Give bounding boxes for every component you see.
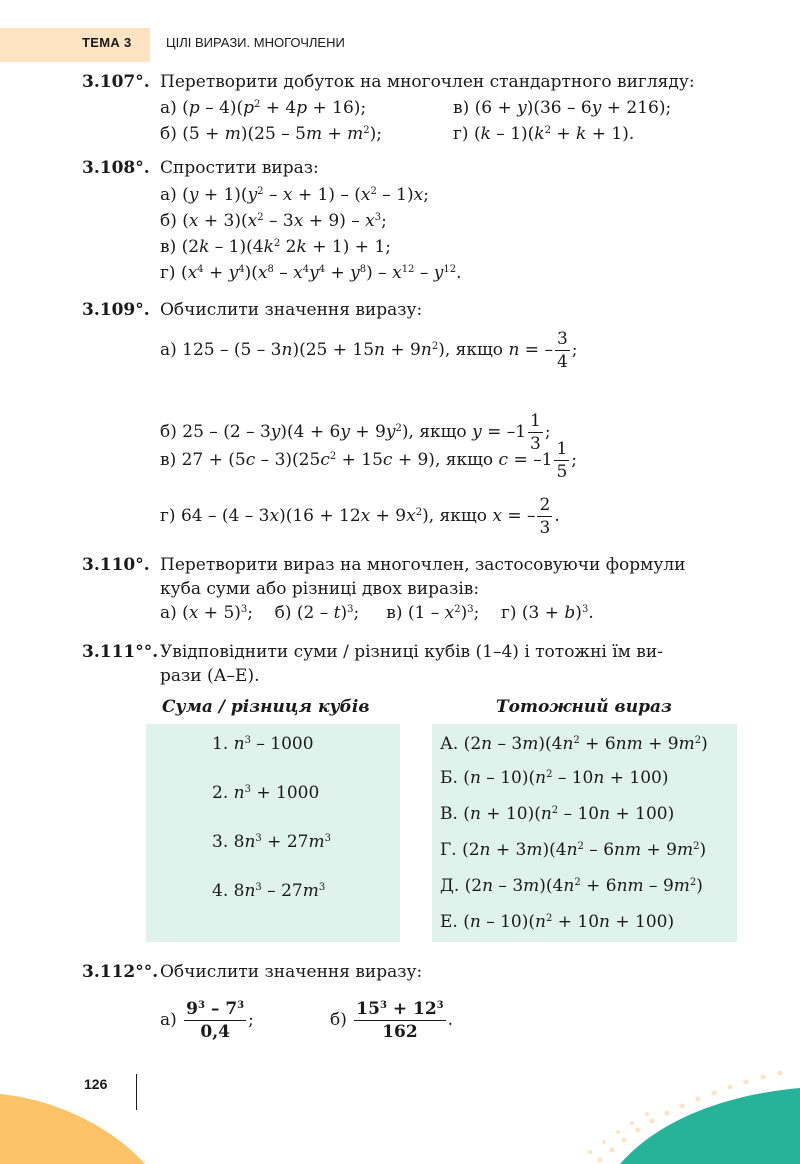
expr-3-107-a: а) $(p - 4)(p^2 + 4p + 16)$; [160,98,367,118]
theme-label: ТЕМА 3 [82,35,132,50]
problem-number-3-111: 3.111°°. [82,642,159,662]
expr-3-107-v: в) (6 + y)(36 – 6y + 216); [453,98,672,118]
expr-3-112-b: б) $\frac{15^3 + 12^3}{162}$ . [330,999,454,1042]
match-right-b: Б. $(n - 10)(n^2 - 10n + 100)$ [440,768,669,788]
table-header-right: Тотожний вираз [496,697,672,717]
match-left-4: 4. $8n^3 - 27m^3$ [212,881,326,901]
match-left-2: 2. $n^3 + 1000$ [212,783,320,803]
expr-3-107-g: г) $(k - 1)(k^2 + k + 1)$. [453,124,635,144]
expr-3-109-a: а) $125 - (5 - 3n)(25 + 15n + 9n^2)$, якщо n = – $\frac{3}{4}$ ; [160,329,578,372]
match-right-v: В. $(n + 10)(n^2 - 10n + 100)$ [440,804,675,824]
expr-3-109-b: б) $25 - (2 - 3y)(4 + 6y + 9y^2)$, якщо y = –1 $\frac{1}{3}$ ; [160,411,551,454]
problem-number-3-109: 3.109°. [82,300,150,320]
match-left-1: 1. $n^3 - 1000$ [212,734,314,754]
problem-text-3-112: Обчислити значення виразу: [160,962,423,982]
corner-orange-shape [0,1080,160,1164]
problem-text-3-107: Перетворити добуток на многочлен стандартного вигляду: [160,72,695,92]
table-header-left: Сума / різниця кубів [162,697,370,717]
expr-3-108-g: г) $(x^4 + y^4)(x^8 - x^4y^4 + y^8) - x^{12} - y^{12}$. [160,263,462,283]
problem-text-3-108: Спростити вираз: [160,158,319,178]
expr-3-112-a: а) $\frac{9^3 - 7^3}{0,4}$ ; [160,999,254,1042]
match-right-e: Е. $(n - 10)(n^2 + 10n + 100)$ [440,912,675,932]
problem-number-3-110: 3.110°. [82,555,150,575]
table-right-column [432,724,737,942]
problem-text-3-110-line2: куба суми або різниці двох виразів: [160,579,480,599]
match-right-d: Д. $(2n - 3m)(4n^2 + 6nm - 9m^2)$ [440,876,703,896]
expr-3-108-v: в) $(2k - 1)(4k^2$ 2k + 1) + 1; [160,237,391,257]
expr-3-108-b: б) $(x + 3)(x^2 - 3x + 9) - x^3$; [160,211,387,231]
expr-3-107-b: б) $(5 + m)(25 - 5m + m^2)$; [160,124,382,144]
match-right-a: А. $(2n - 3m)(4n^2 + 6nm + 9m^2)$ [440,734,708,754]
problem-number-3-112: 3.112°°. [82,962,159,982]
problem-text-3-111-line1: Увідповіднити суми / різниці кубів (1–4) і тотожні їм ви- [160,642,663,662]
expr-3-109-g: г) $64 - (4 - 3x)(16 + 12x + 9x^2)$, якщо x = – $\frac{2}{3}$ . [160,495,560,538]
chapter-title: ЦІЛІ ВИРАЗИ. МНОГОЧЛЕНИ [166,35,345,50]
problem-text-3-111-line2: рази (А–Е). [160,666,260,686]
corner-teal-shape [560,1060,800,1164]
problem-number-3-108: 3.108°. [82,158,150,178]
page-number: 126 [84,1076,108,1092]
match-right-g: Г. $(2n + 3m)(4n^2 - 6nm + 9m^2)$ [440,840,707,860]
expr-3-108-a: а) $(y + 1)(y^2 - x + 1) - (x^2 - 1)x$; [160,185,429,205]
match-left-3: 3. $8n^3 + 27m^3$ [212,832,331,852]
problem-number-3-107: 3.107°. [82,72,150,92]
expr-3-110: а) $(x + 5)^3$; б) (2 – t)$^3$; в) $(1 - x^2)^3$; г) $(3 + b)^3$. [160,603,594,623]
expr-3-109-v-visible: в) $27 + (5c - 3)(25c^2 + 15c + 9)$, якщо c = –1 $\frac{1}{5}$ ; [160,439,578,482]
problem-text-3-110-line1: Перетворити вираз на многочлен, застосовуючи формули [160,555,686,575]
problem-text-3-109: Обчислити значення виразу: [160,300,423,320]
